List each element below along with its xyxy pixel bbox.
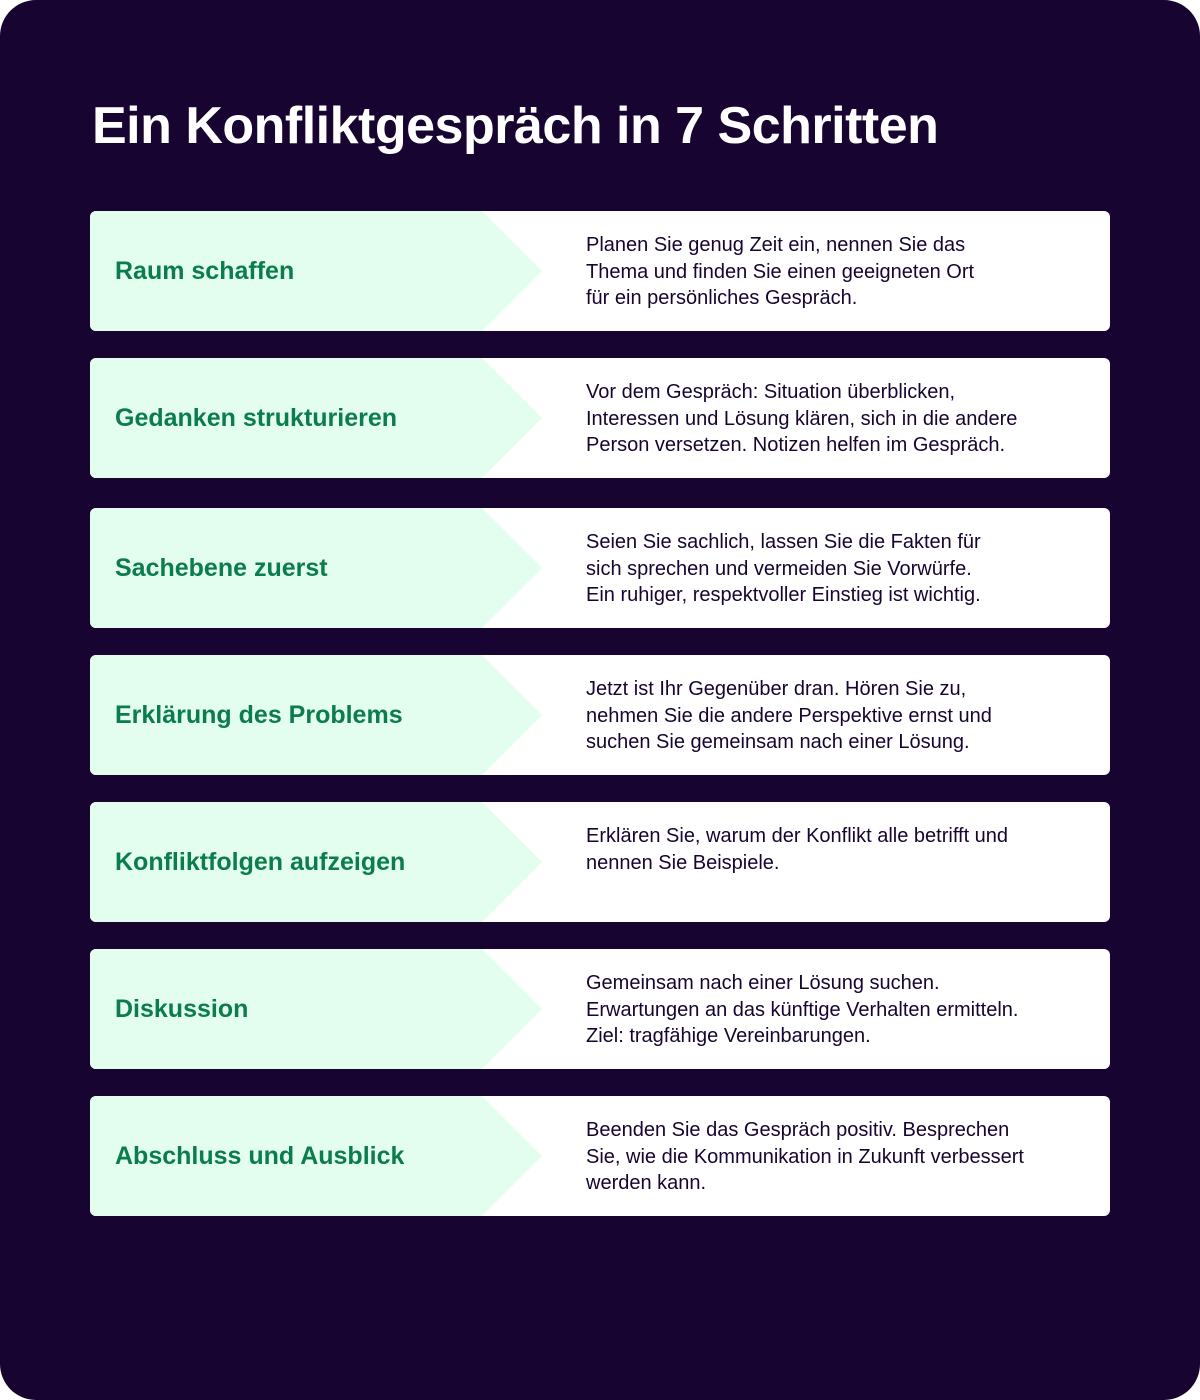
step-description-line: werden kann. [586, 1172, 707, 1194]
step-description-line: Erwartungen an das künftige Verhalten ermitteln. [586, 998, 1019, 1021]
step-title: Raum schaffen [115, 256, 295, 285]
step-description-line: Person versetzen. Notizen helfen im Gespräch. [586, 434, 1006, 456]
step-7 [90, 1096, 1110, 1216]
step-3 [90, 508, 1110, 628]
step-title: Abschluss und Ausblick [115, 1141, 405, 1170]
step-2 [90, 358, 1110, 478]
step-4 [90, 655, 1110, 775]
step-description-line: Vor dem Gespräch: Situation überblicken, [586, 381, 956, 403]
step-description [586, 970, 1096, 1050]
step-title: Konfliktfolgen aufzeigen [115, 847, 406, 876]
step-description [586, 676, 1096, 756]
step-description [586, 529, 1096, 609]
step-description-line: Sie, wie die Kommunikation in Zukunft verbessert [586, 1145, 1024, 1168]
step-description-line: Ein ruhiger, respektvoller Einstieg ist wichtig. [586, 584, 981, 606]
step-description-line: für ein persönliches Gespräch. [586, 287, 858, 309]
step-title: Diskussion [115, 994, 249, 1023]
step-5 [90, 802, 1110, 922]
step-description-line: suchen Sie gemeinsam nach einer Lösung. [586, 731, 970, 753]
step-description-line: Gemeinsam nach einer Lösung suchen. [586, 972, 940, 994]
step-description-line: Thema und finden Sie einen geeigneten Ort [586, 260, 975, 283]
step-description-line: Erklären Sie, warum der Konflikt alle betrifft und [586, 825, 1009, 847]
step-description-line: sich sprechen und vermeiden Sie Vorwürfe. [586, 557, 972, 580]
step-description-line: Seien Sie sachlich, lassen Sie die Fakten für [586, 531, 981, 553]
step-description-line: Beenden Sie das Gespräch positiv. Besprechen [586, 1119, 1010, 1141]
step-description-line: nehmen Sie die andere Perspektive ernst und [586, 704, 992, 727]
step-description-line: Jetzt ist Ihr Gegenüber dran. Hören Sie zu, [586, 678, 967, 700]
step-title: Sachebene zuerst [115, 553, 328, 582]
step-1 [90, 211, 1110, 331]
step-title: Erklärung des Problems [115, 700, 403, 729]
step-description [586, 232, 1096, 312]
steps-list [90, 0, 1110, 1400]
step-description-line: Ziel: tragfähige Vereinbarungen. [586, 1025, 871, 1047]
step-6 [90, 949, 1110, 1069]
page-title: Ein Konfliktgespräch in 7 Schritten [92, 97, 939, 155]
step-description-line: Interessen und Lösung klären, sich in die andere [586, 407, 1018, 430]
step-description-line: nennen Sie Beispiele. [586, 851, 780, 874]
step-description-line: Planen Sie genug Zeit ein, nennen Sie das [586, 234, 966, 256]
step-description [586, 823, 1096, 876]
step-description [586, 379, 1096, 459]
step-description [586, 1117, 1096, 1197]
step-title: Gedanken strukturieren [115, 403, 398, 432]
